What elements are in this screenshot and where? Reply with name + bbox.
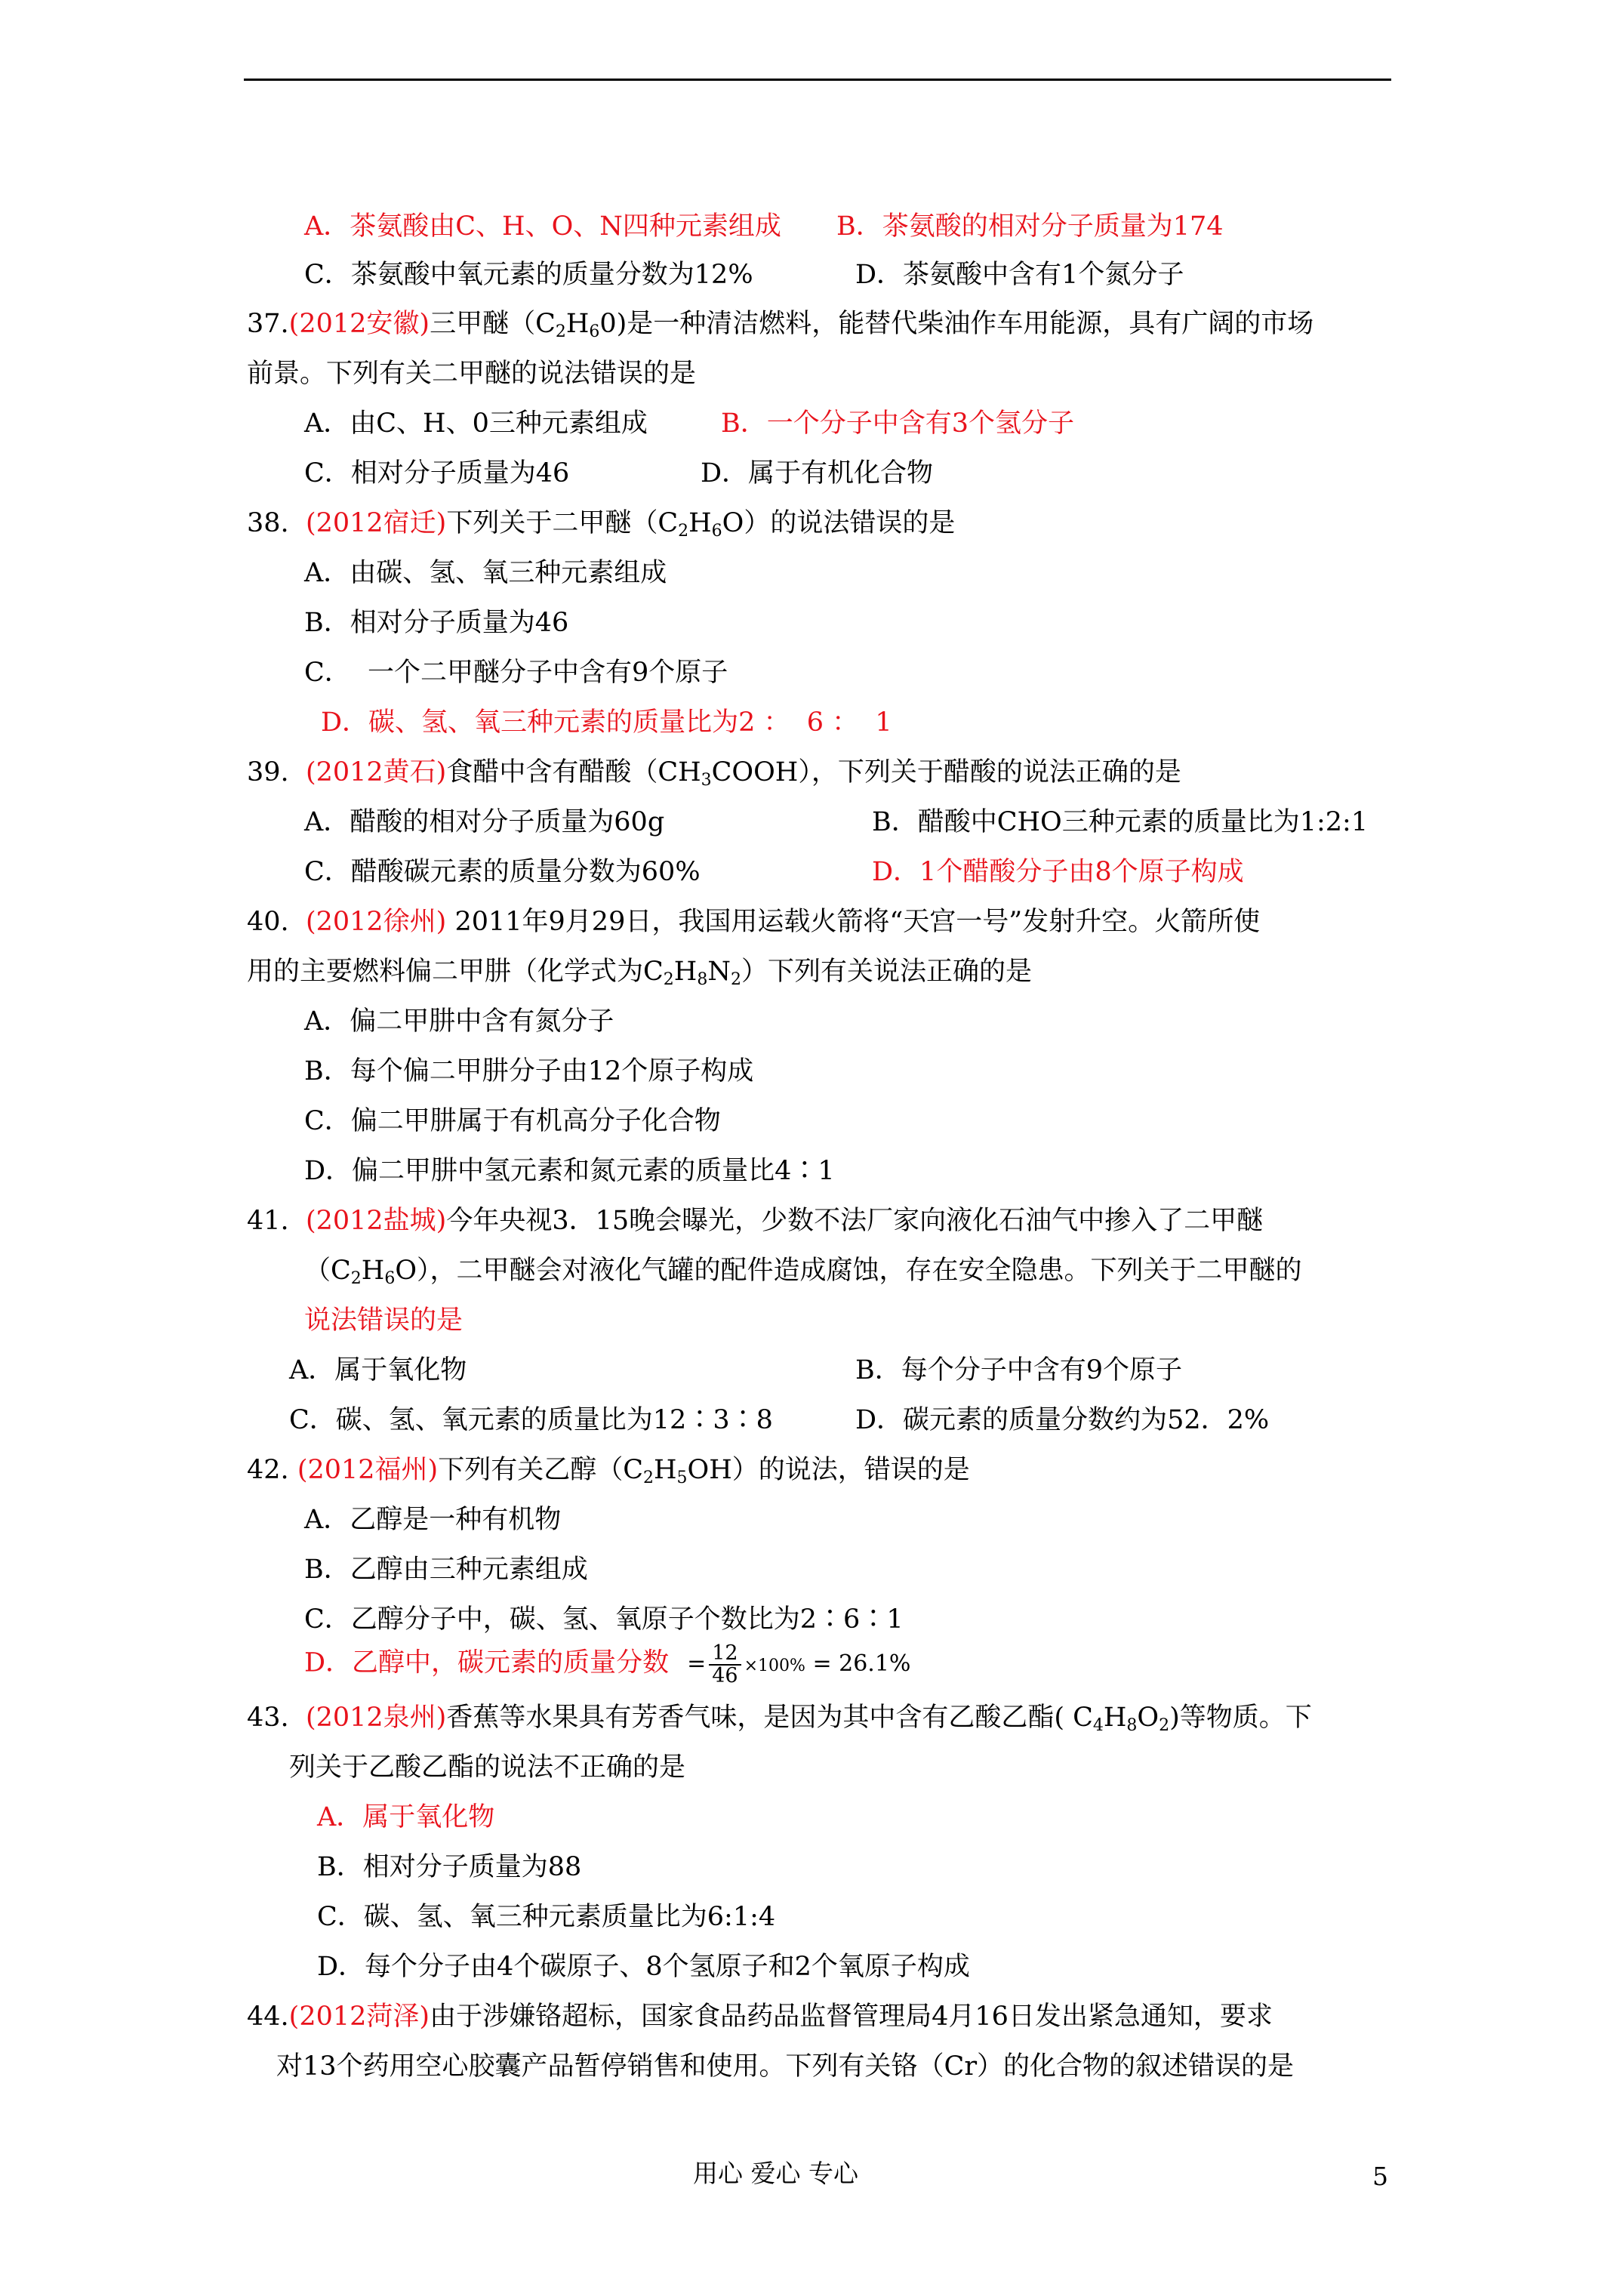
q43-option-a: A．属于氧化物 bbox=[317, 1802, 495, 1832]
q41-option-d: D．碳元素的质量分数约为52．2% bbox=[855, 1405, 1270, 1435]
q39-stem: 39. (2012黄石)食醋中含有醋酸$(CH_3COOH)$，下列关于醋酸的说法正确的是 bbox=[247, 757, 1181, 790]
q43-stem: 43. (2012泉州)香蕉等水果具有芳香气味，是因为其中含有乙酸乙酯( $C_4H_8O_2$)等物质。下 bbox=[247, 1703, 1312, 1735]
q40-stem: 40. (2012徐州) 2011年9月29日，我国用运载火箭将“天宫一号”发射升空。火箭所使 bbox=[247, 907, 1261, 937]
source-label: (2012盐城) bbox=[305, 1206, 447, 1236]
q38-option-a: A．由碳、氢、氧三种元素组成 bbox=[304, 558, 667, 588]
source-label: (2012福州) bbox=[297, 1455, 439, 1485]
mass-fraction-formula: = $\frac{12}{46}$ ×100% = 26.1% bbox=[687, 1641, 911, 1688]
q37-stem: 37.(2012安徽)三甲醚$(C_2H_60)$是一种清洁燃料，能替代柴油作车用能源，具有广阔的市场 bbox=[247, 309, 1314, 341]
q39-option-c: C．醋酸碳元素的质量分数为60% bbox=[304, 857, 701, 887]
source-label: (2012宿迁) bbox=[305, 508, 447, 538]
q43-option-c: C．碳、氢、氧三种元素质量比为6:1:4 bbox=[317, 1902, 776, 1932]
q43-option-b: B．相对分子质量为88 bbox=[317, 1852, 582, 1882]
q37-option-d: D．属于有机化合物 bbox=[701, 458, 934, 488]
q37-option-b: B．一个分子中含有3个氢分子 bbox=[721, 408, 1074, 439]
q44-stem-line2: 对13个药用空心胶囊产品暂停销售和使用。下列有关铬（Cr）的化合物的叙述错误的是 bbox=[276, 2051, 1295, 2082]
q38-option-b: B．相对分子质量为46 bbox=[304, 608, 569, 638]
q37-stem-line2: 前景。下列有关二甲醚的说法错误的是 bbox=[247, 359, 697, 389]
q41-option-a: A．属于氧化物 bbox=[289, 1355, 467, 1385]
q39-option-b: B．醋酸中CHO三种元素的质量比为1:2:1 bbox=[872, 807, 1369, 837]
q37-option-a: A．由C、H、0三种元素组成 bbox=[304, 408, 648, 439]
q38-option-d: D．碳、氢、氧三种元素的质量比为2 ： 6 ： 1 bbox=[321, 707, 892, 738]
q43-option-d: D．每个分子由4个碳原子、8个氢原子和2个氧原子构成 bbox=[317, 1952, 970, 1982]
q43-stem-line2: 列关于乙酸乙酯的说法不正确的是 bbox=[289, 1752, 686, 1783]
q41-option-c: C．碳、氢、氧元素的质量比为12∶3∶8 bbox=[289, 1405, 773, 1435]
q44-stem: 44.(2012菏泽)由于涉嫌铬超标，国家食品药品监督管理局4月16日发出紧急通知，要求 bbox=[247, 2002, 1273, 2032]
q40-option-d: D．偏二甲肼中氢元素和氮元素的质量比4∶1 bbox=[304, 1156, 835, 1186]
source-label: (2012泉州) bbox=[305, 1703, 447, 1733]
q41-option-b: B．每个分子中含有9个原子 bbox=[855, 1355, 1182, 1385]
q40-option-c: C．偏二甲肼属于有机高分子化合物 bbox=[304, 1106, 721, 1136]
q42-stem: 42. (2012福州)下列有关乙醇$(C_2H_5OH)$的说法，错误的是 bbox=[247, 1455, 970, 1487]
q42-option-c: C．乙醇分子中，碳、氢、氧原子个数比为2∶6∶1 bbox=[304, 1604, 904, 1635]
q41-stem-line2: $(C_2H_6O)$，二甲醚会对液化气罐的配件造成腐蚀，存在安全隐患。下列关于二甲醚的 bbox=[304, 1256, 1302, 1288]
q40-option-a: A．偏二甲肼中含有氮分子 bbox=[304, 1006, 614, 1037]
source-label: (2012徐州) bbox=[305, 907, 447, 937]
q40-stem-line2: 用的主要燃料偏二甲肼（化学式为$C_2H_8N_2$）下列有关说法正确的是 bbox=[247, 957, 1032, 989]
q36-option-b: B．茶氨酸的相对分子质量为174 bbox=[836, 211, 1224, 242]
q40-option-b: B．每个偏二甲肼分子由12个原子构成 bbox=[304, 1056, 754, 1086]
q38-stem: 38. (2012宿迁)下列关于二甲醚$(C_2H_6O)$的说法错误的是 bbox=[247, 508, 956, 541]
q42-option-d: D．乙醇中，碳元素的质量分数 = $\frac{12}{46}$ ×100% = 26.1% bbox=[304, 1641, 911, 1688]
q42-option-b: B．乙醇由三种元素组成 bbox=[304, 1555, 588, 1585]
header-rule bbox=[244, 79, 1391, 81]
source-label: (2012黄石) bbox=[305, 757, 447, 787]
q41-stem: 41. (2012盐城)今年央视3．15晚会曝光，少数不法厂家向液化石油气中掺入了二甲醚 bbox=[247, 1206, 1264, 1236]
question-number: 37. bbox=[247, 309, 289, 339]
source-label: (2012菏泽) bbox=[288, 2002, 430, 2032]
q38-option-c: C． 一个二甲醚分子中含有9个原子 bbox=[304, 658, 728, 688]
page-number: 5 bbox=[1372, 2162, 1388, 2191]
q41-stem-line3: 说法错误的是 bbox=[304, 1305, 463, 1336]
source-label: (2012安徽) bbox=[288, 309, 430, 339]
q37-option-c: C．相对分子质量为46 bbox=[304, 458, 570, 488]
footer-motto: 用心 爱心 专心 bbox=[693, 2159, 858, 2188]
q36-option-d: D．茶氨酸中含有1个氮分子 bbox=[855, 260, 1184, 290]
q42-option-a: A．乙醇是一种有机物 bbox=[304, 1505, 562, 1535]
q39-option-a: A．醋酸的相对分子质量为60g bbox=[304, 807, 665, 837]
q36-option-a: A．茶氨酸由C、H、O、N四种元素组成 bbox=[304, 211, 781, 242]
q39-option-d: D．1个醋酸分子由8个原子构成 bbox=[872, 857, 1244, 887]
q36-option-c: C．茶氨酸中氧元素的质量分数为12% bbox=[304, 260, 753, 290]
